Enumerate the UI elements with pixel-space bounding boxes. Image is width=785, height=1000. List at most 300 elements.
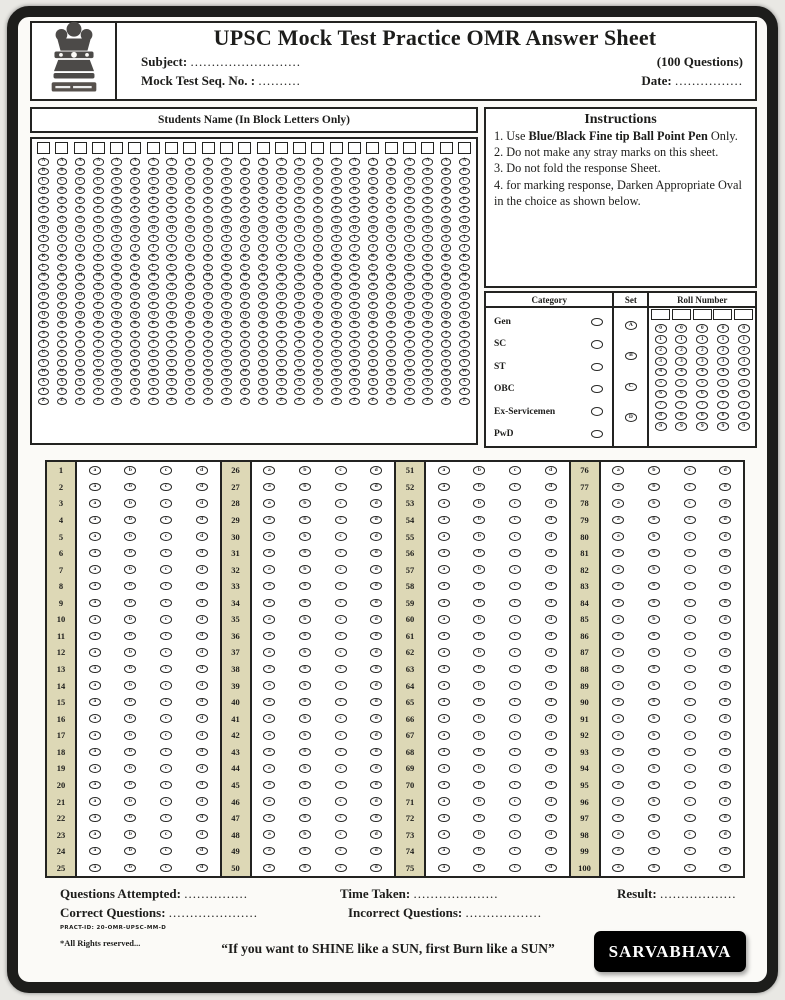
name-letter-bubble[interactable]: B [441, 168, 452, 175]
answer-bubble[interactable]: a [89, 681, 101, 690]
name-letter-bubble[interactable]: A [349, 158, 360, 165]
roll-digit-bubble[interactable]: 7 [675, 401, 687, 410]
name-letter-bubble[interactable]: Y [111, 388, 122, 395]
name-letter-bubble[interactable]: N [166, 283, 177, 290]
answer-bubble[interactable]: a [263, 830, 275, 839]
name-letter-bubble[interactable]: D [111, 187, 122, 194]
name-letter-bubble[interactable]: M [38, 273, 49, 280]
name-letter-bubble[interactable]: U [441, 350, 452, 357]
name-letter-bubble[interactable]: D [221, 187, 232, 194]
answer-bubble[interactable]: b [648, 648, 660, 657]
name-letter-bubble[interactable]: Z [38, 398, 49, 405]
name-letter-bubble[interactable]: F [57, 206, 68, 213]
name-write-box[interactable] [275, 142, 288, 154]
answer-bubble[interactable]: d [196, 781, 208, 790]
name-letter-bubble[interactable]: N [386, 283, 397, 290]
name-letter-bubble[interactable]: K [276, 254, 287, 261]
name-letter-bubble[interactable]: H [404, 225, 415, 232]
answer-bubble[interactable]: b [124, 864, 136, 873]
name-letter-bubble[interactable]: V [331, 359, 342, 366]
name-letter-bubble[interactable]: K [404, 254, 415, 261]
answer-bubble[interactable]: d [545, 648, 557, 657]
name-letter-bubble[interactable]: E [57, 197, 68, 204]
answer-bubble[interactable]: c [509, 516, 521, 525]
answer-bubble[interactable]: a [612, 748, 624, 757]
roll-digit-bubble[interactable]: 2 [696, 346, 708, 355]
name-letter-bubble[interactable]: K [57, 254, 68, 261]
name-letter-bubble[interactable]: A [57, 158, 68, 165]
name-letter-bubble[interactable]: C [276, 177, 287, 184]
answer-bubble[interactable]: b [648, 499, 660, 508]
name-letter-bubble[interactable]: S [166, 331, 177, 338]
name-letter-bubble[interactable]: X [38, 378, 49, 385]
name-letter-bubble[interactable]: L [93, 264, 104, 271]
name-letter-bubble[interactable]: D [294, 187, 305, 194]
name-letter-bubble[interactable]: N [148, 283, 159, 290]
answer-bubble[interactable]: a [438, 499, 450, 508]
name-letter-bubble[interactable]: S [386, 331, 397, 338]
name-letter-bubble[interactable]: M [404, 273, 415, 280]
name-write-box[interactable] [220, 142, 233, 154]
answer-bubble[interactable]: a [438, 466, 450, 475]
name-letter-bubble[interactable]: U [166, 350, 177, 357]
answer-bubble[interactable]: c [335, 698, 347, 707]
name-letter-bubble[interactable]: Q [386, 311, 397, 318]
roll-digit-bubble[interactable]: 3 [717, 357, 729, 366]
name-letter-bubble[interactable]: L [166, 264, 177, 271]
name-letter-bubble[interactable]: B [258, 168, 269, 175]
answer-bubble[interactable]: c [509, 797, 521, 806]
roll-digit-bubble[interactable]: 9 [717, 422, 729, 431]
name-letter-bubble[interactable]: E [240, 197, 251, 204]
answer-bubble[interactable]: c [684, 565, 696, 574]
name-letter-bubble[interactable]: K [368, 254, 379, 261]
answer-bubble[interactable]: d [719, 466, 731, 475]
name-letter-bubble[interactable]: D [368, 187, 379, 194]
roll-digit-bubble[interactable]: 7 [738, 401, 750, 410]
roll-digit-bubble[interactable]: 3 [675, 357, 687, 366]
answer-bubble[interactable]: d [545, 714, 557, 723]
name-letter-bubble[interactable]: K [93, 254, 104, 261]
answer-bubble[interactable]: d [545, 864, 557, 873]
name-letter-bubble[interactable]: D [313, 187, 324, 194]
name-letter-bubble[interactable]: B [404, 168, 415, 175]
name-letter-bubble[interactable]: F [111, 206, 122, 213]
roll-digit-bubble[interactable]: 1 [655, 335, 667, 344]
name-letter-bubble[interactable]: R [75, 321, 86, 328]
name-letter-bubble[interactable]: S [57, 331, 68, 338]
name-letter-bubble[interactable]: X [386, 378, 397, 385]
name-letter-bubble[interactable]: X [258, 378, 269, 385]
roll-digit-bubble[interactable]: 5 [717, 379, 729, 388]
name-letter-bubble[interactable]: W [459, 369, 470, 376]
set-bubble[interactable]: B [625, 352, 637, 361]
name-letter-bubble[interactable]: P [240, 302, 251, 309]
answer-bubble[interactable]: a [612, 483, 624, 492]
name-letter-bubble[interactable]: H [75, 225, 86, 232]
name-letter-bubble[interactable]: A [404, 158, 415, 165]
name-letter-bubble[interactable]: T [221, 340, 232, 347]
roll-digit-bubble[interactable]: 1 [696, 335, 708, 344]
answer-bubble[interactable]: b [299, 714, 311, 723]
name-write-box[interactable] [165, 142, 178, 154]
answer-bubble[interactable]: a [89, 781, 101, 790]
name-letter-bubble[interactable]: B [57, 168, 68, 175]
name-letter-bubble[interactable]: H [166, 225, 177, 232]
name-letter-bubble[interactable]: V [422, 359, 433, 366]
answer-bubble[interactable]: a [89, 830, 101, 839]
answer-bubble[interactable]: a [612, 864, 624, 873]
name-letter-bubble[interactable]: K [459, 254, 470, 261]
name-write-box[interactable] [55, 142, 68, 154]
answer-bubble[interactable]: c [160, 748, 172, 757]
name-letter-bubble[interactable]: C [221, 177, 232, 184]
name-letter-bubble[interactable]: L [404, 264, 415, 271]
answer-bubble[interactable]: c [509, 681, 521, 690]
name-letter-bubble[interactable]: L [422, 264, 433, 271]
name-letter-bubble[interactable]: U [459, 350, 470, 357]
name-letter-bubble[interactable]: O [130, 292, 141, 299]
answer-bubble[interactable]: b [299, 549, 311, 558]
category-bubble[interactable] [591, 407, 603, 416]
name-letter-bubble[interactable]: L [258, 264, 269, 271]
name-letter-bubble[interactable]: X [166, 378, 177, 385]
name-letter-bubble[interactable]: K [240, 254, 251, 261]
answer-bubble[interactable]: b [124, 466, 136, 475]
name-letter-bubble[interactable]: C [75, 177, 86, 184]
answer-bubble[interactable]: a [612, 764, 624, 773]
name-letter-bubble[interactable]: K [38, 254, 49, 261]
name-letter-bubble[interactable]: Y [240, 388, 251, 395]
name-letter-bubble[interactable]: H [276, 225, 287, 232]
answer-bubble[interactable]: d [196, 516, 208, 525]
name-letter-bubble[interactable]: A [368, 158, 379, 165]
roll-digit-bubble[interactable]: 6 [696, 390, 708, 399]
name-letter-bubble[interactable]: I [38, 235, 49, 242]
name-letter-bubble[interactable]: O [57, 292, 68, 299]
answer-bubble[interactable]: a [612, 681, 624, 690]
name-letter-bubble[interactable]: C [331, 177, 342, 184]
answer-bubble[interactable]: a [89, 864, 101, 873]
name-letter-bubble[interactable]: A [185, 158, 196, 165]
name-letter-bubble[interactable]: T [38, 340, 49, 347]
answer-bubble[interactable]: c [684, 748, 696, 757]
answer-bubble[interactable]: c [160, 599, 172, 608]
name-letter-bubble[interactable]: W [368, 369, 379, 376]
set-bubble[interactable]: C [625, 383, 637, 392]
name-letter-bubble[interactable]: I [111, 235, 122, 242]
name-letter-bubble[interactable]: A [203, 158, 214, 165]
name-letter-bubble[interactable]: N [75, 283, 86, 290]
name-letter-bubble[interactable]: J [130, 244, 141, 251]
name-letter-bubble[interactable]: D [148, 187, 159, 194]
answer-bubble[interactable]: d [545, 764, 557, 773]
name-letter-bubble[interactable]: T [404, 340, 415, 347]
name-letter-bubble[interactable]: G [75, 216, 86, 223]
name-letter-bubble[interactable]: Z [93, 398, 104, 405]
name-letter-bubble[interactable]: M [166, 273, 177, 280]
answer-bubble[interactable]: d [545, 599, 557, 608]
name-letter-bubble[interactable]: I [57, 235, 68, 242]
name-letter-bubble[interactable]: O [166, 292, 177, 299]
name-letter-bubble[interactable]: X [148, 378, 159, 385]
name-letter-bubble[interactable]: F [240, 206, 251, 213]
answer-bubble[interactable]: a [438, 797, 450, 806]
name-letter-bubble[interactable]: Z [148, 398, 159, 405]
answer-bubble[interactable]: c [160, 565, 172, 574]
answer-bubble[interactable]: a [89, 615, 101, 624]
name-letter-bubble[interactable]: Y [57, 388, 68, 395]
name-letter-bubble[interactable]: P [349, 302, 360, 309]
answer-bubble[interactable]: b [124, 814, 136, 823]
answer-bubble[interactable]: c [160, 483, 172, 492]
name-letter-bubble[interactable]: Q [75, 311, 86, 318]
answer-bubble[interactable]: a [612, 466, 624, 475]
name-letter-bubble[interactable]: E [386, 197, 397, 204]
name-letter-bubble[interactable]: V [111, 359, 122, 366]
name-letter-bubble[interactable]: T [148, 340, 159, 347]
name-letter-bubble[interactable]: Y [441, 388, 452, 395]
name-letter-bubble[interactable]: G [111, 216, 122, 223]
answer-bubble[interactable]: b [299, 830, 311, 839]
name-letter-bubble[interactable]: R [313, 321, 324, 328]
answer-bubble[interactable]: b [299, 731, 311, 740]
name-letter-bubble[interactable]: Q [349, 311, 360, 318]
name-letter-bubble[interactable]: V [294, 359, 305, 366]
name-letter-bubble[interactable]: S [130, 331, 141, 338]
name-letter-bubble[interactable]: S [221, 331, 232, 338]
answer-bubble[interactable]: b [473, 748, 485, 757]
name-letter-bubble[interactable]: L [276, 264, 287, 271]
name-write-box[interactable] [238, 142, 251, 154]
name-letter-bubble[interactable]: E [111, 197, 122, 204]
name-letter-bubble[interactable]: G [349, 216, 360, 223]
name-letter-bubble[interactable]: C [130, 177, 141, 184]
name-letter-bubble[interactable]: N [185, 283, 196, 290]
name-letter-bubble[interactable]: I [349, 235, 360, 242]
name-letter-bubble[interactable]: B [203, 168, 214, 175]
name-letter-bubble[interactable]: X [276, 378, 287, 385]
answer-bubble[interactable]: a [89, 549, 101, 558]
name-letter-bubble[interactable]: A [75, 158, 86, 165]
name-letter-bubble[interactable]: W [331, 369, 342, 376]
name-letter-bubble[interactable]: F [294, 206, 305, 213]
name-letter-bubble[interactable]: O [349, 292, 360, 299]
name-letter-bubble[interactable]: I [404, 235, 415, 242]
name-letter-bubble[interactable]: Z [422, 398, 433, 405]
answer-bubble[interactable]: d [545, 516, 557, 525]
name-letter-bubble[interactable]: Z [404, 398, 415, 405]
answer-bubble[interactable]: b [473, 632, 485, 641]
name-letter-bubble[interactable]: E [38, 197, 49, 204]
name-letter-bubble[interactable]: B [93, 168, 104, 175]
answer-bubble[interactable]: d [719, 665, 731, 674]
answer-bubble[interactable]: a [89, 565, 101, 574]
name-letter-bubble[interactable]: H [203, 225, 214, 232]
answer-bubble[interactable]: c [684, 814, 696, 823]
name-letter-bubble[interactable]: M [185, 273, 196, 280]
name-letter-bubble[interactable]: Y [294, 388, 305, 395]
answer-bubble[interactable]: b [473, 781, 485, 790]
name-letter-bubble[interactable]: Q [93, 311, 104, 318]
roll-digit-bubble[interactable]: 7 [655, 401, 667, 410]
answer-bubble[interactable]: a [263, 714, 275, 723]
name-letter-bubble[interactable]: G [166, 216, 177, 223]
roll-digit-bubble[interactable]: 0 [738, 324, 750, 333]
name-letter-bubble[interactable]: P [386, 302, 397, 309]
name-letter-bubble[interactable]: S [422, 331, 433, 338]
name-letter-bubble[interactable]: H [349, 225, 360, 232]
name-letter-bubble[interactable]: F [276, 206, 287, 213]
answer-bubble[interactable]: b [299, 582, 311, 591]
answer-bubble[interactable]: d [196, 466, 208, 475]
answer-bubble[interactable]: c [335, 466, 347, 475]
answer-bubble[interactable]: a [263, 797, 275, 806]
answer-bubble[interactable]: d [545, 565, 557, 574]
answer-bubble[interactable]: d [545, 748, 557, 757]
answer-bubble[interactable]: c [335, 516, 347, 525]
answer-bubble[interactable]: b [473, 582, 485, 591]
name-letter-bubble[interactable]: J [459, 244, 470, 251]
answer-bubble[interactable]: c [160, 714, 172, 723]
name-letter-bubble[interactable]: Q [111, 311, 122, 318]
name-letter-bubble[interactable]: D [258, 187, 269, 194]
answer-bubble[interactable]: a [438, 847, 450, 856]
answer-bubble[interactable]: b [473, 615, 485, 624]
answer-bubble[interactable]: d [719, 714, 731, 723]
answer-bubble[interactable]: b [473, 797, 485, 806]
name-letter-bubble[interactable]: A [258, 158, 269, 165]
name-letter-bubble[interactable]: W [166, 369, 177, 376]
name-letter-bubble[interactable]: R [422, 321, 433, 328]
name-letter-bubble[interactable]: N [38, 283, 49, 290]
name-letter-bubble[interactable]: V [258, 359, 269, 366]
answer-bubble[interactable]: d [719, 847, 731, 856]
roll-write-box[interactable] [651, 309, 670, 320]
answer-bubble[interactable]: b [124, 632, 136, 641]
name-letter-bubble[interactable]: S [349, 331, 360, 338]
name-letter-bubble[interactable]: L [313, 264, 324, 271]
name-letter-bubble[interactable]: U [130, 350, 141, 357]
answer-bubble[interactable]: d [196, 648, 208, 657]
answer-bubble[interactable]: d [719, 698, 731, 707]
name-letter-bubble[interactable]: Y [185, 388, 196, 395]
answer-bubble[interactable]: c [684, 532, 696, 541]
answer-bubble[interactable]: d [545, 681, 557, 690]
name-letter-bubble[interactable]: U [404, 350, 415, 357]
answer-bubble[interactable]: c [684, 731, 696, 740]
answer-bubble[interactable]: a [263, 864, 275, 873]
answer-bubble[interactable]: d [370, 698, 382, 707]
name-letter-bubble[interactable]: R [203, 321, 214, 328]
answer-bubble[interactable]: c [509, 781, 521, 790]
roll-digit-bubble[interactable]: 8 [696, 412, 708, 421]
name-write-box[interactable] [348, 142, 361, 154]
answer-bubble[interactable]: b [648, 681, 660, 690]
answer-bubble[interactable]: d [196, 599, 208, 608]
name-write-box[interactable] [183, 142, 196, 154]
answer-bubble[interactable]: a [438, 516, 450, 525]
answer-bubble[interactable]: d [719, 764, 731, 773]
answer-bubble[interactable]: c [335, 781, 347, 790]
name-letter-bubble[interactable]: R [57, 321, 68, 328]
answer-bubble[interactable]: d [545, 615, 557, 624]
name-letter-bubble[interactable]: T [294, 340, 305, 347]
answer-bubble[interactable]: c [509, 764, 521, 773]
name-letter-bubble[interactable]: U [38, 350, 49, 357]
name-letter-bubble[interactable]: M [75, 273, 86, 280]
name-letter-bubble[interactable]: V [203, 359, 214, 366]
name-letter-bubble[interactable]: Q [166, 311, 177, 318]
name-letter-bubble[interactable]: U [422, 350, 433, 357]
answer-bubble[interactable]: a [89, 466, 101, 475]
answer-bubble[interactable]: c [160, 781, 172, 790]
name-letter-bubble[interactable]: G [441, 216, 452, 223]
name-letter-bubble[interactable]: N [93, 283, 104, 290]
roll-digit-bubble[interactable]: 1 [717, 335, 729, 344]
answer-bubble[interactable]: a [438, 731, 450, 740]
answer-bubble[interactable]: a [263, 483, 275, 492]
name-letter-bubble[interactable]: S [38, 331, 49, 338]
answer-bubble[interactable]: b [299, 797, 311, 806]
name-letter-bubble[interactable]: H [221, 225, 232, 232]
name-letter-bubble[interactable]: O [258, 292, 269, 299]
answer-bubble[interactable]: a [263, 582, 275, 591]
name-letter-bubble[interactable]: Y [404, 388, 415, 395]
answer-bubble[interactable]: a [263, 847, 275, 856]
name-letter-bubble[interactable]: J [368, 244, 379, 251]
name-letter-bubble[interactable]: O [368, 292, 379, 299]
name-letter-bubble[interactable]: D [38, 187, 49, 194]
name-letter-bubble[interactable]: E [422, 197, 433, 204]
name-letter-bubble[interactable]: V [130, 359, 141, 366]
answer-bubble[interactable]: b [124, 648, 136, 657]
name-letter-bubble[interactable]: A [240, 158, 251, 165]
name-letter-bubble[interactable]: Q [313, 311, 324, 318]
name-letter-bubble[interactable]: D [276, 187, 287, 194]
answer-bubble[interactable]: d [545, 698, 557, 707]
roll-digit-bubble[interactable]: 2 [655, 346, 667, 355]
name-letter-bubble[interactable]: I [166, 235, 177, 242]
name-letter-bubble[interactable]: S [459, 331, 470, 338]
name-letter-bubble[interactable]: O [75, 292, 86, 299]
name-letter-bubble[interactable]: W [240, 369, 251, 376]
name-letter-bubble[interactable]: B [331, 168, 342, 175]
answer-bubble[interactable]: a [263, 648, 275, 657]
name-letter-bubble[interactable]: V [276, 359, 287, 366]
name-letter-bubble[interactable]: H [38, 225, 49, 232]
name-letter-bubble[interactable]: Z [57, 398, 68, 405]
answer-bubble[interactable]: c [160, 731, 172, 740]
name-letter-bubble[interactable]: O [386, 292, 397, 299]
name-letter-bubble[interactable]: C [386, 177, 397, 184]
name-letter-bubble[interactable]: K [111, 254, 122, 261]
name-letter-bubble[interactable]: O [185, 292, 196, 299]
name-letter-bubble[interactable]: D [75, 187, 86, 194]
roll-digit-bubble[interactable]: 3 [696, 357, 708, 366]
answer-bubble[interactable]: b [648, 466, 660, 475]
name-letter-bubble[interactable]: I [185, 235, 196, 242]
name-letter-bubble[interactable]: P [93, 302, 104, 309]
name-letter-bubble[interactable]: M [386, 273, 397, 280]
answer-bubble[interactable]: d [370, 714, 382, 723]
name-letter-bubble[interactable]: G [185, 216, 196, 223]
name-letter-bubble[interactable]: L [57, 264, 68, 271]
answer-bubble[interactable]: b [648, 748, 660, 757]
answer-bubble[interactable]: b [473, 532, 485, 541]
answer-bubble[interactable]: b [124, 499, 136, 508]
answer-bubble[interactable]: d [370, 847, 382, 856]
